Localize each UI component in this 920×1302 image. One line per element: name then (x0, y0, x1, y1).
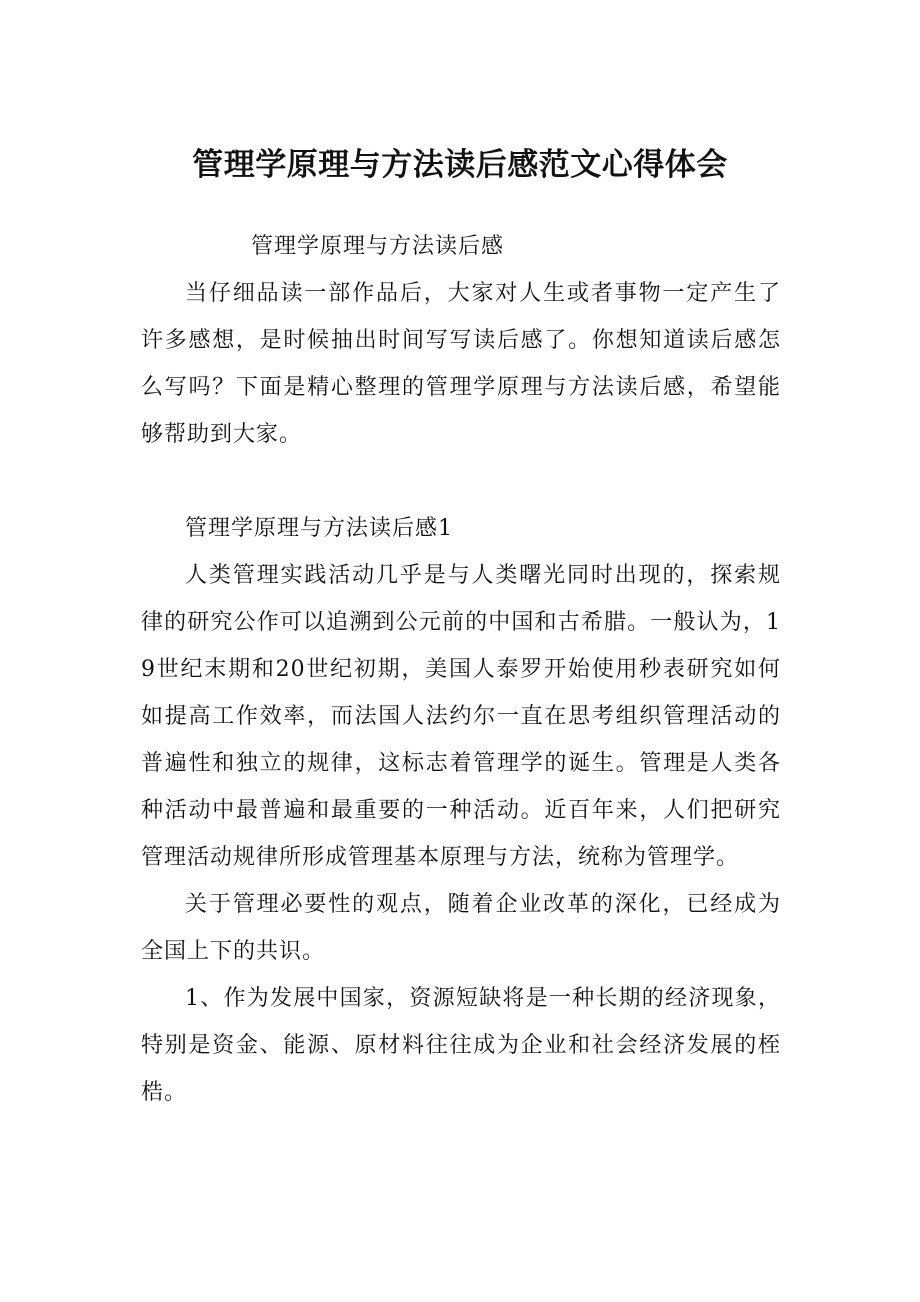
document-body (141, 223, 781, 1116)
section-heading: 管理学原理与方法读后感1 (185, 516, 453, 541)
body-paragraph: 1、作为发展中国家，资源短缺将是一种长期的经济现象，特别是资金、能源、原材料往往成为企业和社会经济发展的桎梏。 (141, 986, 781, 1105)
document-subtitle: 管理学原理与方法读后感 (251, 234, 505, 259)
intro-paragraph: 当仔细品读一部作品后，大家对人生或者事物一定产生了许多感想，是时候抽出时间写写读后感了。你想知道读后感怎么写吗？下面是精心整理的管理学原理与方法读后感，希望能够帮助到大家。 (141, 281, 781, 447)
body-paragraph: 人类管理实践活动几乎是与人类曙光同时出现的，探索规律的研究公作可以追溯到公元前的中国和古希腊。一般认为，19世纪末期和20世纪初期，美国人泰罗开始使用秒表研究如何如提高工作效率，而法国人法约尔一直在思考组织管理活动的普遍性和独立的规律，这标志着管理学的诞生。管理是人类各种活动中最普遍和最重要的一种活动。近百年来，人们把研究管理活动规律所形成管理基本原理与方法，统称为管理学。 (141, 563, 781, 870)
document-title: 管理学原理与方法读后感范文心得体会 (192, 147, 728, 183)
body-paragraph: 关于管理必要性的观点，随着企业改革的深化，已经成为全国上下的共识。 (141, 892, 781, 964)
